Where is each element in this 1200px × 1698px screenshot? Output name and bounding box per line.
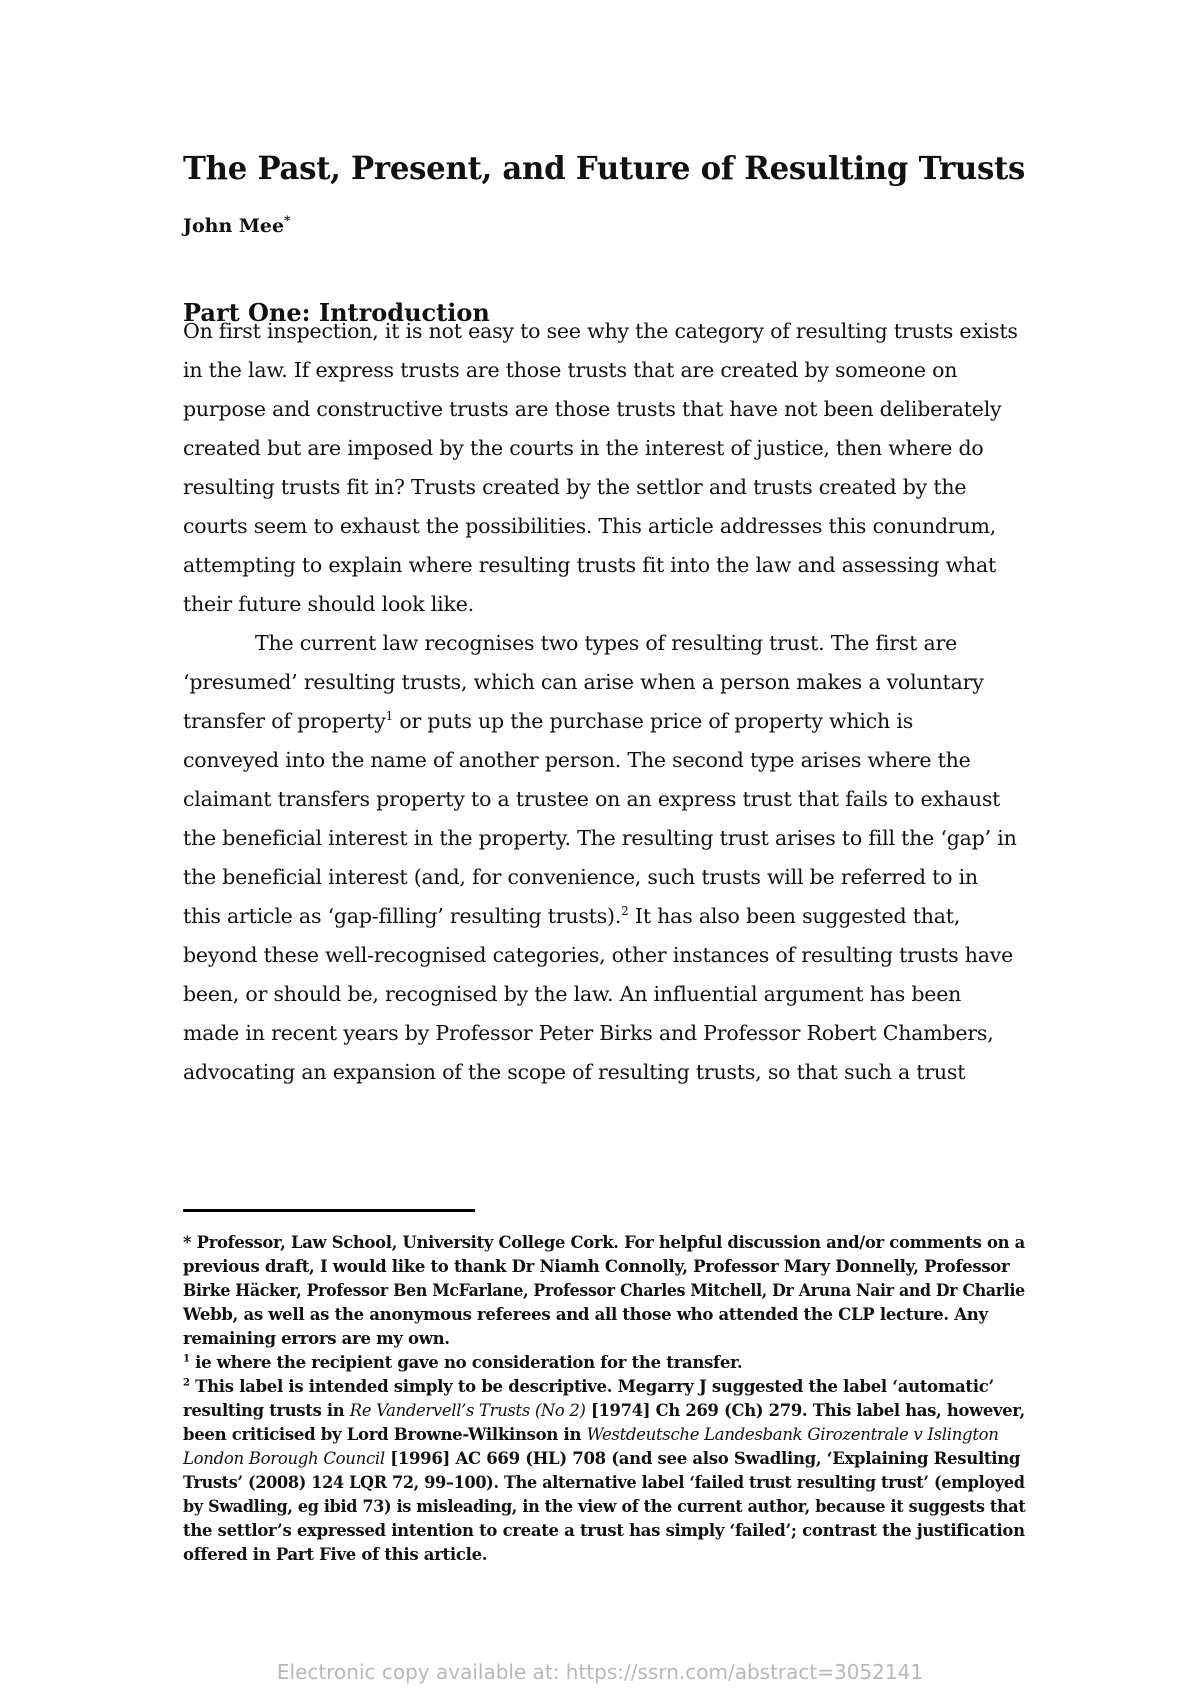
footnote-2-line — [183, 1447, 1020, 1471]
body-text-span: this article as ‘gap-filling’ resulting trusts). — [183, 904, 622, 928]
footnote-star-line: previous draft, I would like to thank Dr Niamh Connolly, Professor Mary Donnelly, Professor — [183, 1257, 1010, 1276]
body-line: courts seem to exhaust the possibilities. This article addresses this conundrum, — [183, 514, 997, 538]
footnote-star-line: * Professor, Law School, University College Cork. For helpful discussion and/or comments on a — [183, 1233, 1025, 1252]
footnote-2-line — [183, 1375, 994, 1399]
footnote-star-line: Birke Häcker, Professor Ben McFarlane, Professor Charles Mitchell, Dr Aruna Nair and Dr Charlie — [183, 1281, 1025, 1300]
footnote-1 — [183, 1351, 742, 1375]
body-line: purpose and constructive trusts are those trusts that have not been deliberately — [183, 397, 1002, 421]
footnote-star-line: Webb, as well as the anonymous referees and all those who attended the CLP lecture. Any — [183, 1305, 988, 1324]
footnote-2-line: the settlor’s expressed intention to create a trust has simply ‘failed’; contrast the justification — [183, 1521, 1025, 1540]
body-line: resulting trusts fit in? Trusts created by the settlor and trusts created by the — [183, 475, 967, 499]
body-line-with-footnote-ref — [183, 707, 913, 735]
case-name-italic: Westdeutsche Landesbank Girozentrale v Islington — [586, 1425, 999, 1444]
body-line: claimant transfers property to a trustee on an express trust that fails to exhaust — [183, 787, 1001, 811]
section-heading: Part One: Introduction — [183, 298, 490, 327]
footnote-2-text: [1974] Ch 269 (Ch) 279. This label has, however, — [585, 1401, 1025, 1420]
paper-title: The Past, Present, and Future of Resulting Trusts — [183, 149, 1026, 187]
body-line: in the law. If express trusts are those trusts that are created by someone on — [183, 358, 958, 382]
author-footnote-mark: * — [284, 213, 291, 228]
body-line: beyond these well-recognised categories, other instances of resulting trusts have — [183, 943, 1014, 967]
ssrn-watermark: Electronic copy available at: https://ssrn.com/abstract=3052141 — [276, 1660, 924, 1684]
body-line: advocating an expansion of the scope of resulting trusts, so that such a trust — [183, 1060, 966, 1084]
footnote-2-line: by Swadling, eg ibid 73) is misleading, in the view of the current author, because it suggests that — [183, 1497, 1026, 1516]
case-name-italic: London Borough Council — [183, 1449, 385, 1468]
footnote-2-text: been criticised by Lord Browne-Wilkinson in — [183, 1425, 587, 1444]
body-text-span: or puts up the purchase price of property which is — [393, 709, 914, 733]
footnote-ref-2[interactable]: 2 — [621, 904, 629, 919]
footnote-2-line: offered in Part Five of this article. — [183, 1545, 488, 1564]
footnote-2-text: This label is intended simply to be descriptive. Megarry J suggested the label ‘automatic’ — [189, 1377, 994, 1396]
body-line: the beneficial interest (and, for convenience, such trusts will be referred to in — [183, 865, 978, 889]
case-name-italic: Re Vandervell’s Trusts (No 2) — [349, 1401, 586, 1420]
body-line-indented: The current law recognises two types of resulting trust. The first are — [255, 631, 958, 655]
body-line: been, or should be, recognised by the law. An influential argument has been — [183, 982, 962, 1006]
footnote-ref-1[interactable]: 1 — [385, 709, 394, 724]
author-name-text: John Mee — [183, 215, 285, 237]
footnote-2-line: Trusts’ (2008) 124 LQR 72, 99–100). The alternative label ‘failed trust resulting trust’ (employed — [183, 1473, 1025, 1492]
footnote-1-text: ie where the recipient gave no consideration for the transfer. — [189, 1353, 743, 1372]
footnote-2-text: resulting trusts in — [183, 1401, 350, 1420]
footnote-2-line — [183, 1399, 1025, 1423]
body-line: created but are imposed by the courts in the interest of justice, then where do — [183, 436, 984, 460]
footnote-1-mark: 1 — [183, 1353, 190, 1365]
body-line: their future should look like. — [183, 592, 474, 616]
footnote-2-mark: 2 — [183, 1377, 190, 1389]
footnote-2-line — [183, 1423, 999, 1447]
footnote-separator — [183, 1209, 475, 1212]
footnote-star-line: remaining errors are my own. — [183, 1329, 450, 1348]
author-name — [183, 212, 290, 240]
body-line-with-footnote-ref — [183, 902, 960, 930]
body-text-span: It has also been suggested that, — [628, 904, 961, 928]
body-line: the beneficial interest in the property. The resulting trust arises to fill the ‘gap’ in — [183, 826, 1017, 850]
body-text-span: transfer of property — [183, 709, 386, 733]
body-line: On first inspection, it is not easy to see why the category of resulting trusts exists — [183, 319, 1018, 343]
body-line: conveyed into the name of another person. The second type arises where the — [183, 748, 971, 772]
body-line: ‘presumed’ resulting trusts, which can arise when a person makes a voluntary — [183, 670, 984, 694]
footnote-2-text: [1996] AC 669 (HL) 708 (and see also Swadling, ‘Explaining Resulting — [384, 1449, 1021, 1468]
body-line: made in recent years by Professor Peter Birks and Professor Robert Chambers, — [183, 1021, 994, 1045]
body-line: attempting to explain where resulting trusts fit into the law and assessing what — [183, 553, 996, 577]
